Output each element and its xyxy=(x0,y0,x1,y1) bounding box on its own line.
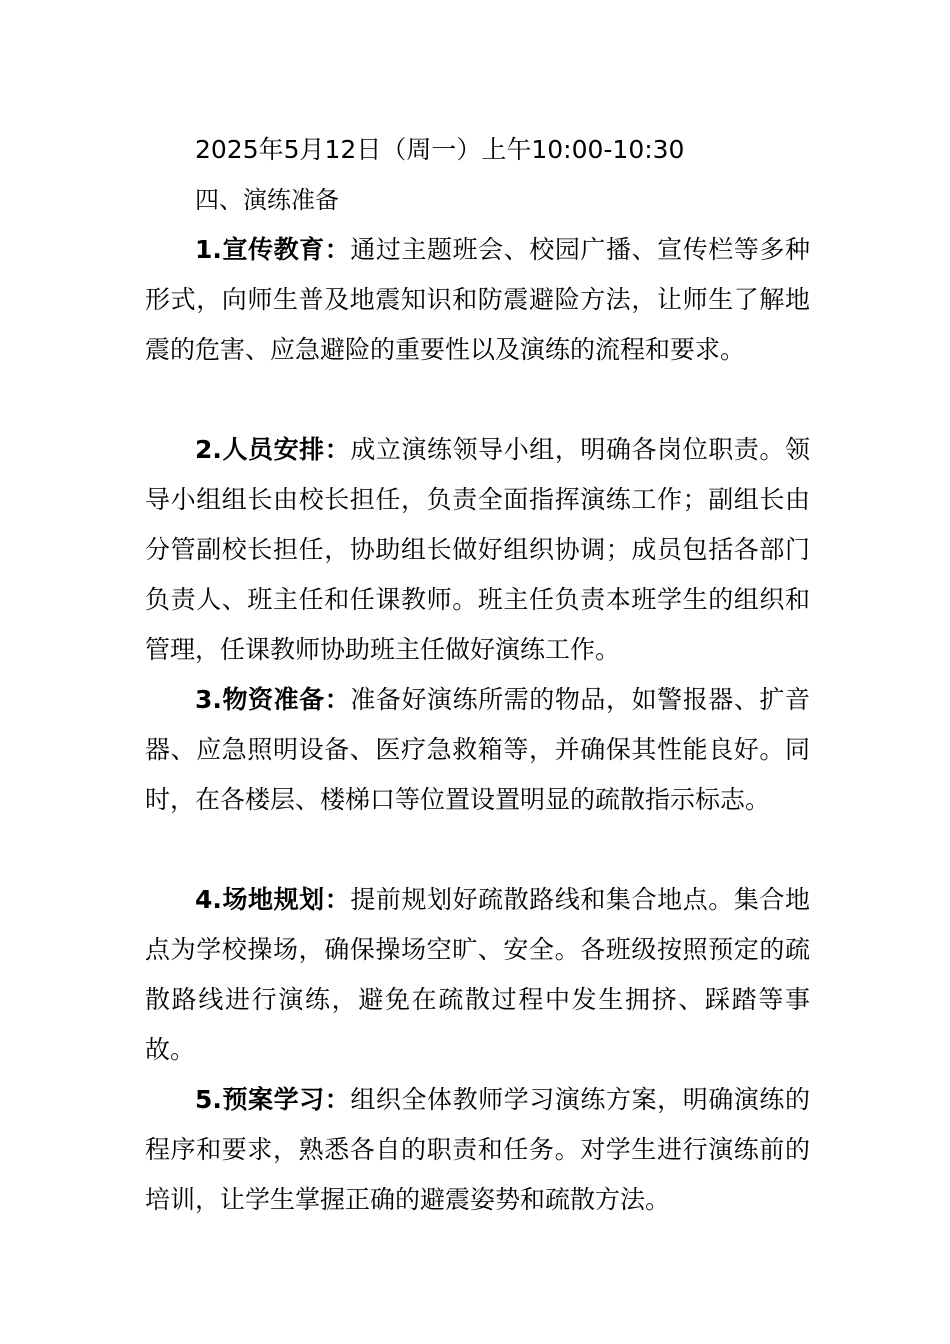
paragraph-text: 成立演练领导小组，明确各岗位职责。领导小组组长由校长担任，负责全面指挥演练工作；副组长由分管副校长担任，协助组长做好组织协调；成员包括各部门负责人、班主任和任课教师。班主任负责本班学生的组织和管理，任课教师协助班主任做好演练工作。 xyxy=(145,435,810,664)
paragraph-text: 组织全体教师学习演练方案，明确演练的程序和要求，熟悉各自的职责和任务。对学生进行演练前的培训，让学生掌握正确的避震姿势和疏散方法。 xyxy=(145,1085,810,1214)
drill-date-time: 2025年5月12日（周一）上午10:00-10:30 xyxy=(195,135,685,164)
paragraph-label: 3.物资准备： xyxy=(195,685,351,714)
paragraph-publicity-education xyxy=(145,225,810,375)
paragraph-material-preparation xyxy=(145,675,810,825)
paragraph-plan-study xyxy=(145,1075,810,1225)
section-heading-preparation: 四、演练准备 xyxy=(195,186,339,214)
paragraph-text: 通过主题班会、校园广播、宣传栏等多种形式，向师生普及地震知识和防震避险方法，让师生了解地震的危害、应急避险的重要性以及演练的流程和要求。 xyxy=(145,235,810,364)
paragraph-label: 2.人员安排： xyxy=(195,435,351,464)
paragraph-label: 1.宣传教育： xyxy=(195,235,351,264)
paragraph-label: 5.预案学习： xyxy=(195,1085,351,1114)
paragraph-personnel-arrangement xyxy=(145,425,810,675)
paragraph-text: 准备好演练所需的物品，如警报器、扩音器、应急照明设备、医疗急救箱等，并确保其性能良好。同时，在各楼层、楼梯口等位置设置明显的疏散指示标志。 xyxy=(145,685,810,814)
paragraph-site-planning xyxy=(145,875,810,1075)
paragraph-label: 4.场地规划： xyxy=(195,885,351,914)
paragraph-text: 提前规划好疏散路线和集合地点。集合地点为学校操场，确保操场空旷、安全。各班级按照预定的疏散路线进行演练，避免在疏散过程中发生拥挤、踩踏等事故。 xyxy=(145,885,810,1064)
